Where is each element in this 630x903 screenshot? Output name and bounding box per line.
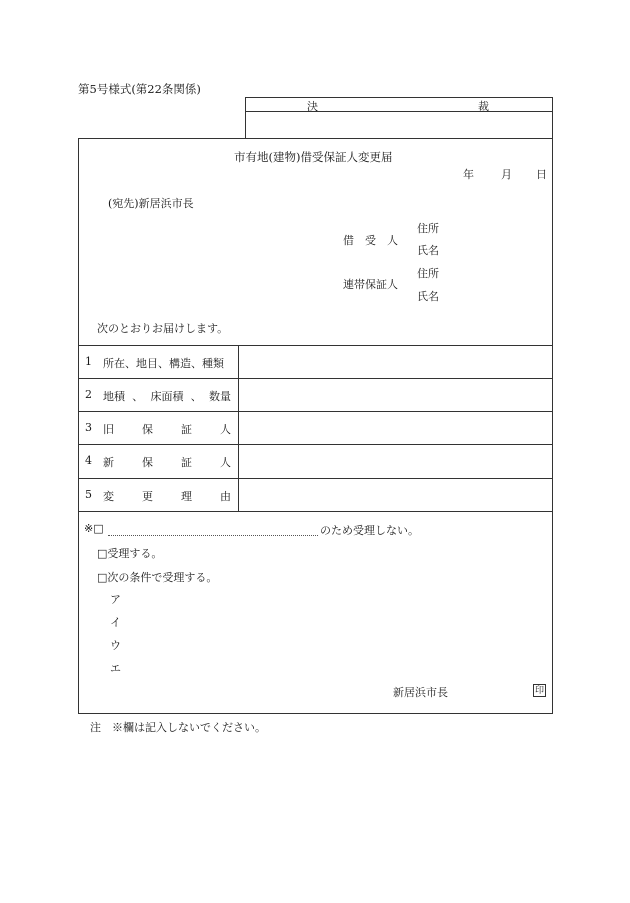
item-label-part: 人 <box>220 456 231 469</box>
item-value-new-guarantor[interactable] <box>240 445 551 477</box>
reject-reason-line <box>108 535 318 536</box>
item-value-area[interactable] <box>240 379 551 410</box>
item-number: 1 <box>85 355 92 368</box>
item-value-old-guarantor[interactable] <box>240 412 551 443</box>
borrower-address-label: 住所 <box>417 222 439 235</box>
item-value-change-reason[interactable] <box>240 479 551 510</box>
item-label-part: 保 <box>142 456 153 469</box>
item-label-part: 数量 <box>209 390 231 403</box>
guarantor-address-label: 住所 <box>417 267 439 280</box>
item-label-old-guarantor <box>103 421 231 437</box>
item-value-location[interactable] <box>240 346 551 377</box>
accept-option[interactable]: □受理する。 <box>97 547 163 560</box>
item-label-part: 旧 <box>103 423 114 436</box>
approval-box <box>245 97 553 139</box>
condition-item: イ <box>110 616 121 629</box>
table-column-rule <box>238 345 239 511</box>
item-label-change-reason <box>103 488 231 504</box>
item-label-part: 証 <box>181 456 192 469</box>
item-label-part: 理 <box>181 490 192 503</box>
approval-label-left: 決 <box>307 100 318 113</box>
form-number: 第5号様式(第22条関係) <box>78 82 201 96</box>
item-label-location: 所在、地目、構造、種類 <box>103 357 224 370</box>
item-label-new-guarantor <box>103 454 231 470</box>
guarantor-name-label: 氏名 <box>417 290 439 303</box>
borrower-label: 借 受 人 <box>343 234 398 247</box>
item-label-part: 保 <box>142 423 153 436</box>
date-day-label: 日 <box>536 168 547 181</box>
condition-item: エ <box>110 662 121 675</box>
item-label-part: 地積 <box>103 390 125 403</box>
date-year-label: 年 <box>463 168 474 181</box>
condition-item: ア <box>110 593 121 606</box>
form-title: 市有地(建物)借受保証人変更届 <box>234 150 393 164</box>
item-label-part: 由 <box>220 490 231 503</box>
decision-prefix: ※□ <box>84 522 104 535</box>
item-label-part: 、 <box>190 390 202 403</box>
conditional-option[interactable]: □次の条件で受理する。 <box>97 571 218 584</box>
item-label-part: 人 <box>220 423 231 436</box>
addressee: (宛先)新居浜市長 <box>108 197 194 210</box>
reject-suffix: のため受理しない。 <box>320 524 419 537</box>
approval-divider <box>245 111 553 112</box>
item-label-part: 床面積 <box>150 390 184 403</box>
approval-label-right: 裁 <box>478 100 489 113</box>
borrower-name-label: 氏名 <box>417 244 439 257</box>
guarantor-label: 連帯保証人 <box>343 278 398 291</box>
date-month-label: 月 <box>501 168 512 181</box>
item-number: 2 <box>85 388 92 401</box>
item-label-part: 、 <box>132 390 144 403</box>
mayor-signature: 新居浜市長 <box>393 686 448 699</box>
item-number: 3 <box>85 421 92 434</box>
condition-item: ウ <box>110 639 121 652</box>
item-label-part: 変 <box>103 490 114 503</box>
item-number: 5 <box>85 488 92 501</box>
item-label-part: 証 <box>181 423 192 436</box>
item-label-part: 更 <box>142 490 153 503</box>
intro-text: 次のとおりお届けします。 <box>97 322 229 335</box>
table-bottom-rule <box>78 511 553 512</box>
item-label-part: 新 <box>103 456 114 469</box>
seal-mark: 印 <box>534 686 544 696</box>
item-number: 4 <box>85 454 92 467</box>
item-label-area <box>103 388 231 404</box>
footer-note: 注 ※欄は記入しないでください。 <box>90 721 266 734</box>
